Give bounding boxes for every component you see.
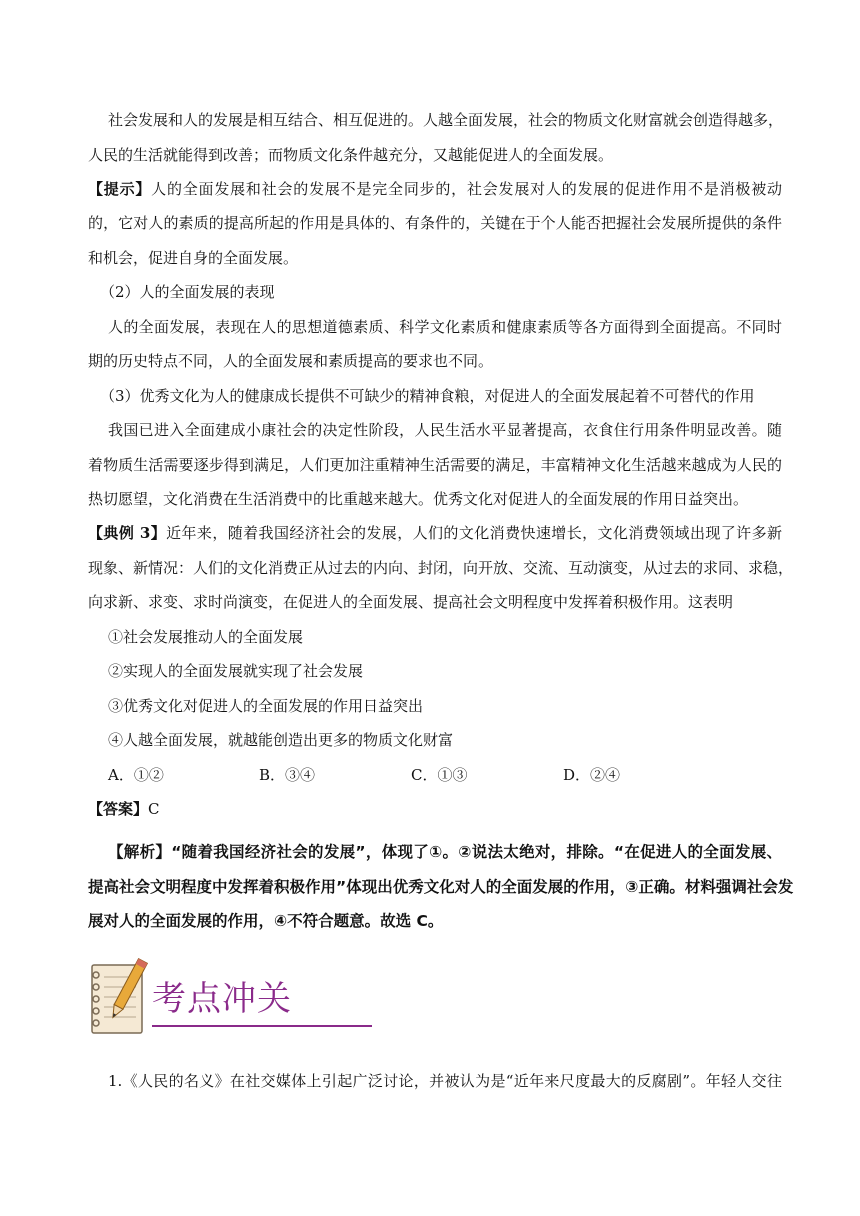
tip-line: 的，它对人的素质的提高所起的作用是具体的、有条件的，关键在于个人能否把握社会发展所提供的条件 — [88, 214, 782, 232]
section-title: 考点冲关 — [152, 979, 292, 1019]
tip-label: 【提示】 — [88, 180, 152, 198]
tip-line: 和机会，促进自身的全面发展。 — [88, 249, 299, 267]
analysis-text: “随着我国经济社会的发展”，体现了①。②说法太绝对，排除。“在促进人的全面发展、 — [171, 843, 782, 861]
option-a: A．①② — [108, 766, 164, 784]
paragraph-line: 人民的生活就能得到改善；而物质文化条件越充分，又越能促进人的全面发展。 — [88, 146, 614, 164]
paragraph-line: 期的历史特点不同，人的全面发展和素质提高的要求也不同。 — [88, 352, 494, 370]
paragraph-line: 热切愿望，文化消费在生活消费中的比重越来越大。优秀文化对促进人的全面发展的作用日益突出。 — [88, 490, 749, 508]
notebook-pencil-icon — [86, 955, 152, 1039]
option-c: C．①③ — [411, 766, 468, 784]
example-label: 【典例 3】 — [88, 524, 167, 542]
example-text: 近年来，随着我国经济社会的发展，人们的文化消费快速增长，文化消费领域出现了许多新 — [166, 524, 782, 542]
statement-item: ②实现人的全面发展就实现了社会发展 — [108, 662, 364, 680]
paragraph-line: 着物质生活需要逐步得到满足，人们更加注重精神生活需要的满足，丰富精神文化生活越来越成为人民的 — [88, 456, 782, 474]
section-title-underline — [152, 1025, 372, 1027]
answer-line — [88, 799, 160, 819]
option-d: D．②④ — [563, 766, 621, 784]
question-line: 1.《人民的名义》在社交媒体上引起广泛讨论，并被认为是“近年来尺度最大的反腐剧”。年轻人交往 — [108, 1072, 782, 1090]
tip-text: 人的全面发展和社会的发展不是完全同步的，社会发展对人的发展的促进作用不是消极被动 — [151, 180, 782, 198]
answer-value: C — [148, 800, 160, 818]
analysis-line — [108, 842, 782, 862]
paragraph-line: 社会发展和人的发展是相互结合、相互促进的。人越全面发展，社会的物质文化财富就会创造得越多， — [108, 111, 784, 129]
analysis-label: 【解析】 — [108, 843, 172, 861]
example-line: 现象、新情况：人们的文化消费正从过去的内向、封闭，向开放、交流、互动演变，从过去的求同、求稳， — [88, 559, 794, 577]
answer-label: 【答案】 — [88, 800, 149, 818]
option-b: B．③④ — [259, 766, 316, 784]
statement-item: ①社会发展推动人的全面发展 — [108, 628, 304, 646]
analysis-line: 提高社会文明程度中发挥着积极作用”体现出优秀文化对人的全面发展的作用，③正确。材料强调社会发 — [88, 878, 794, 896]
section-heading-2: （2）人的全面发展的表现 — [100, 283, 275, 301]
statement-item: ④人越全面发展，就越能创造出更多的物质文化财富 — [108, 731, 454, 749]
example-line — [88, 523, 782, 543]
section-heading-banner — [86, 955, 306, 1039]
paragraph-line: 人的全面发展，表现在人的思想道德素质、科学文化素质和健康素质等各方面得到全面提高。不同时 — [108, 318, 782, 336]
statement-item: ③优秀文化对促进人的全面发展的作用日益突出 — [108, 697, 424, 715]
tip-line — [88, 179, 782, 199]
section-heading-3: （3）优秀文化为人的健康成长提供不可缺少的精神食粮，对促进人的全面发展起着不可替代的作用 — [100, 387, 755, 405]
paragraph-line: 我国已进入全面建成小康社会的决定性阶段，人民生活水平显著提高，衣食住行用条件明显改善。随 — [108, 421, 782, 439]
example-line: 向求新、求变、求时尚演变，在促进人的全面发展、提高社会文明程度中发挥着积极作用。这表明 — [88, 593, 734, 611]
analysis-line: 展对人的全面发展的作用，④不符合题意。故选 C。 — [88, 912, 444, 930]
